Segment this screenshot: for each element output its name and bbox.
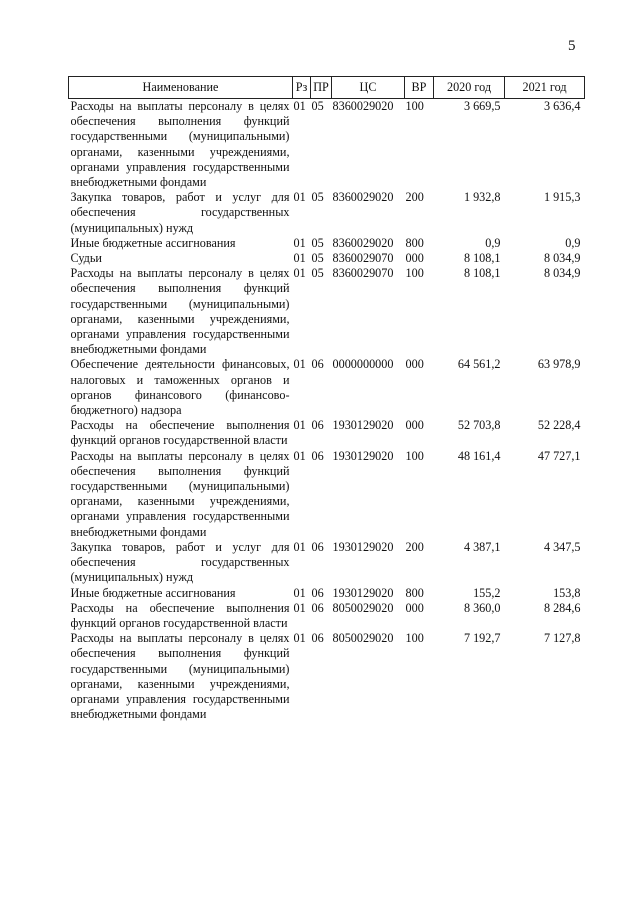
row-rz: 01	[293, 585, 306, 600]
row-name: Расходы на выплаты персоналу в целях обеспечения выполнения функций государственными (муниципальными) органами, казенными учреждениями, органами управления государственными внебюджетными фондами	[70, 631, 290, 722]
budget-table	[68, 76, 585, 722]
table-row	[69, 449, 585, 540]
row-pr: 05	[311, 99, 324, 113]
row-cs: 1930129020	[332, 585, 394, 600]
row-name: Расходы на выплаты персоналу в целях обеспечения выполнения функций государственными (муниципальными) органами, казенными учреждениями, органами управления государственными внебюджетными фондами	[70, 99, 290, 190]
row-2020: 0,9	[485, 235, 501, 250]
row-vr: 800	[405, 235, 424, 250]
row-vr: 000	[405, 600, 424, 615]
row-cs: 8360029020	[332, 99, 394, 113]
row-2020: 48 161,4	[457, 448, 501, 463]
row-2020: 4 387,1	[463, 539, 501, 554]
row-cs: 8360029020	[332, 190, 394, 205]
row-vr: 100	[405, 448, 424, 463]
row-pr: 06	[311, 357, 324, 372]
row-name: Судьи	[70, 251, 102, 266]
header-rz: Рз	[293, 77, 311, 99]
row-2020: 155,2	[473, 585, 501, 600]
row-vr: 800	[405, 585, 424, 600]
row-rz: 01	[293, 266, 306, 281]
row-cs: 1930129020	[332, 539, 394, 554]
table-row	[69, 236, 585, 251]
row-2021: 8 284,6	[543, 600, 581, 615]
row-rz: 01	[293, 190, 306, 205]
row-cs: 8360029070	[332, 266, 394, 281]
row-pr: 06	[311, 418, 324, 433]
row-cs: 8050029020	[332, 600, 394, 615]
row-2020: 7 192,7	[463, 631, 501, 646]
table-header-row	[69, 77, 585, 99]
header-2020: 2020 год	[434, 77, 505, 99]
row-rz: 01	[293, 631, 306, 646]
row-rz: 01	[293, 235, 306, 250]
row-2020: 8 108,1	[463, 266, 501, 281]
row-2020: 64 561,2	[457, 357, 501, 372]
header-name: Наименование	[69, 77, 293, 99]
row-name: Закупка товаров, работ и услуг для обеспечения государственных (муниципальных) нужд	[70, 539, 290, 585]
row-name: Расходы на обеспечение выполнения функций органов государственной власти	[70, 600, 290, 630]
row-vr: 000	[405, 357, 424, 372]
row-2021: 4 347,5	[543, 539, 581, 554]
row-2021: 8 034,9	[543, 266, 581, 281]
row-pr: 05	[311, 266, 324, 281]
row-2021: 153,8	[553, 585, 581, 600]
row-2021: 47 727,1	[537, 448, 581, 463]
row-name: Расходы на выплаты персоналу в целях обеспечения выполнения функций государственными (муниципальными) органами, казенными учреждениями, органами управления государственными внебюджетными фондами	[70, 448, 290, 539]
row-name: Закупка товаров, работ и услуг для обеспечения государственных (муниципальных) нужд	[70, 190, 290, 235]
row-pr: 06	[311, 585, 324, 600]
header-2021: 2021 год	[505, 77, 585, 99]
row-pr: 06	[311, 631, 324, 646]
row-2021: 1 915,3	[543, 190, 581, 205]
table-body	[69, 99, 585, 723]
row-name: Иные бюджетные ассигнования	[70, 585, 236, 600]
row-rz: 01	[293, 418, 306, 433]
header-vr: ВР	[405, 77, 434, 99]
row-2021: 8 034,9	[543, 251, 581, 266]
row-rz: 01	[293, 251, 306, 266]
row-vr: 000	[405, 418, 424, 433]
header-pr: ПР	[311, 77, 332, 99]
row-vr: 200	[405, 539, 424, 554]
row-rz: 01	[293, 99, 306, 113]
header-cs: ЦС	[332, 77, 405, 99]
row-2020: 8 360,0	[463, 600, 501, 615]
row-pr: 05	[311, 235, 324, 250]
table-row	[69, 266, 585, 357]
row-vr: 100	[405, 631, 424, 646]
row-2020: 3 669,5	[463, 99, 501, 113]
row-name: Обеспечение деятельности финансовых, налоговых и таможенных органов и органов финансового (финансово-бюджетного) надзора	[70, 357, 290, 418]
row-2020: 1 932,8	[463, 190, 501, 205]
row-vr: 200	[405, 190, 424, 205]
row-rz: 01	[293, 357, 306, 372]
row-name: Расходы на выплаты персоналу в целях обеспечения выполнения функций государственными (муниципальными) органами, казенными учреждениями, органами управления государственными внебюджетными фондами	[70, 266, 290, 357]
row-name: Расходы на обеспечение выполнения функций органов государственной власти	[70, 418, 290, 448]
table-row	[69, 586, 585, 601]
row-2021: 63 978,9	[537, 357, 581, 372]
row-pr: 05	[311, 251, 324, 266]
row-cs: 8360029020	[332, 235, 394, 250]
row-vr: 100	[405, 266, 424, 281]
table-row	[69, 251, 585, 266]
table-row	[69, 601, 585, 631]
row-cs: 8050029020	[332, 631, 394, 646]
row-cs: 8360029070	[332, 251, 394, 266]
row-cs: 1930129020	[332, 448, 394, 463]
row-2021: 7 127,8	[543, 631, 581, 646]
table-row	[69, 190, 585, 236]
row-vr: 000	[405, 251, 424, 266]
row-cs: 0000000000	[332, 357, 394, 372]
row-pr: 06	[311, 539, 324, 554]
row-rz: 01	[293, 448, 306, 463]
row-2021: 52 228,4	[537, 418, 581, 433]
row-rz: 01	[293, 539, 306, 554]
row-rz: 01	[293, 600, 306, 615]
table-row	[69, 418, 585, 448]
row-2021: 0,9	[565, 235, 581, 250]
table-row	[69, 99, 585, 191]
table-row	[69, 540, 585, 586]
page-number: 5	[568, 38, 576, 54]
row-2020: 52 703,8	[457, 418, 501, 433]
row-pr: 06	[311, 600, 324, 615]
row-pr: 06	[311, 448, 324, 463]
table-row	[69, 631, 585, 722]
row-pr: 05	[311, 190, 324, 205]
table-row	[69, 357, 585, 418]
row-2020: 8 108,1	[463, 251, 501, 266]
row-vr: 100	[405, 99, 424, 113]
row-2021: 3 636,4	[543, 99, 581, 113]
row-name: Иные бюджетные ассигнования	[70, 235, 236, 250]
row-cs: 1930129020	[332, 418, 394, 433]
